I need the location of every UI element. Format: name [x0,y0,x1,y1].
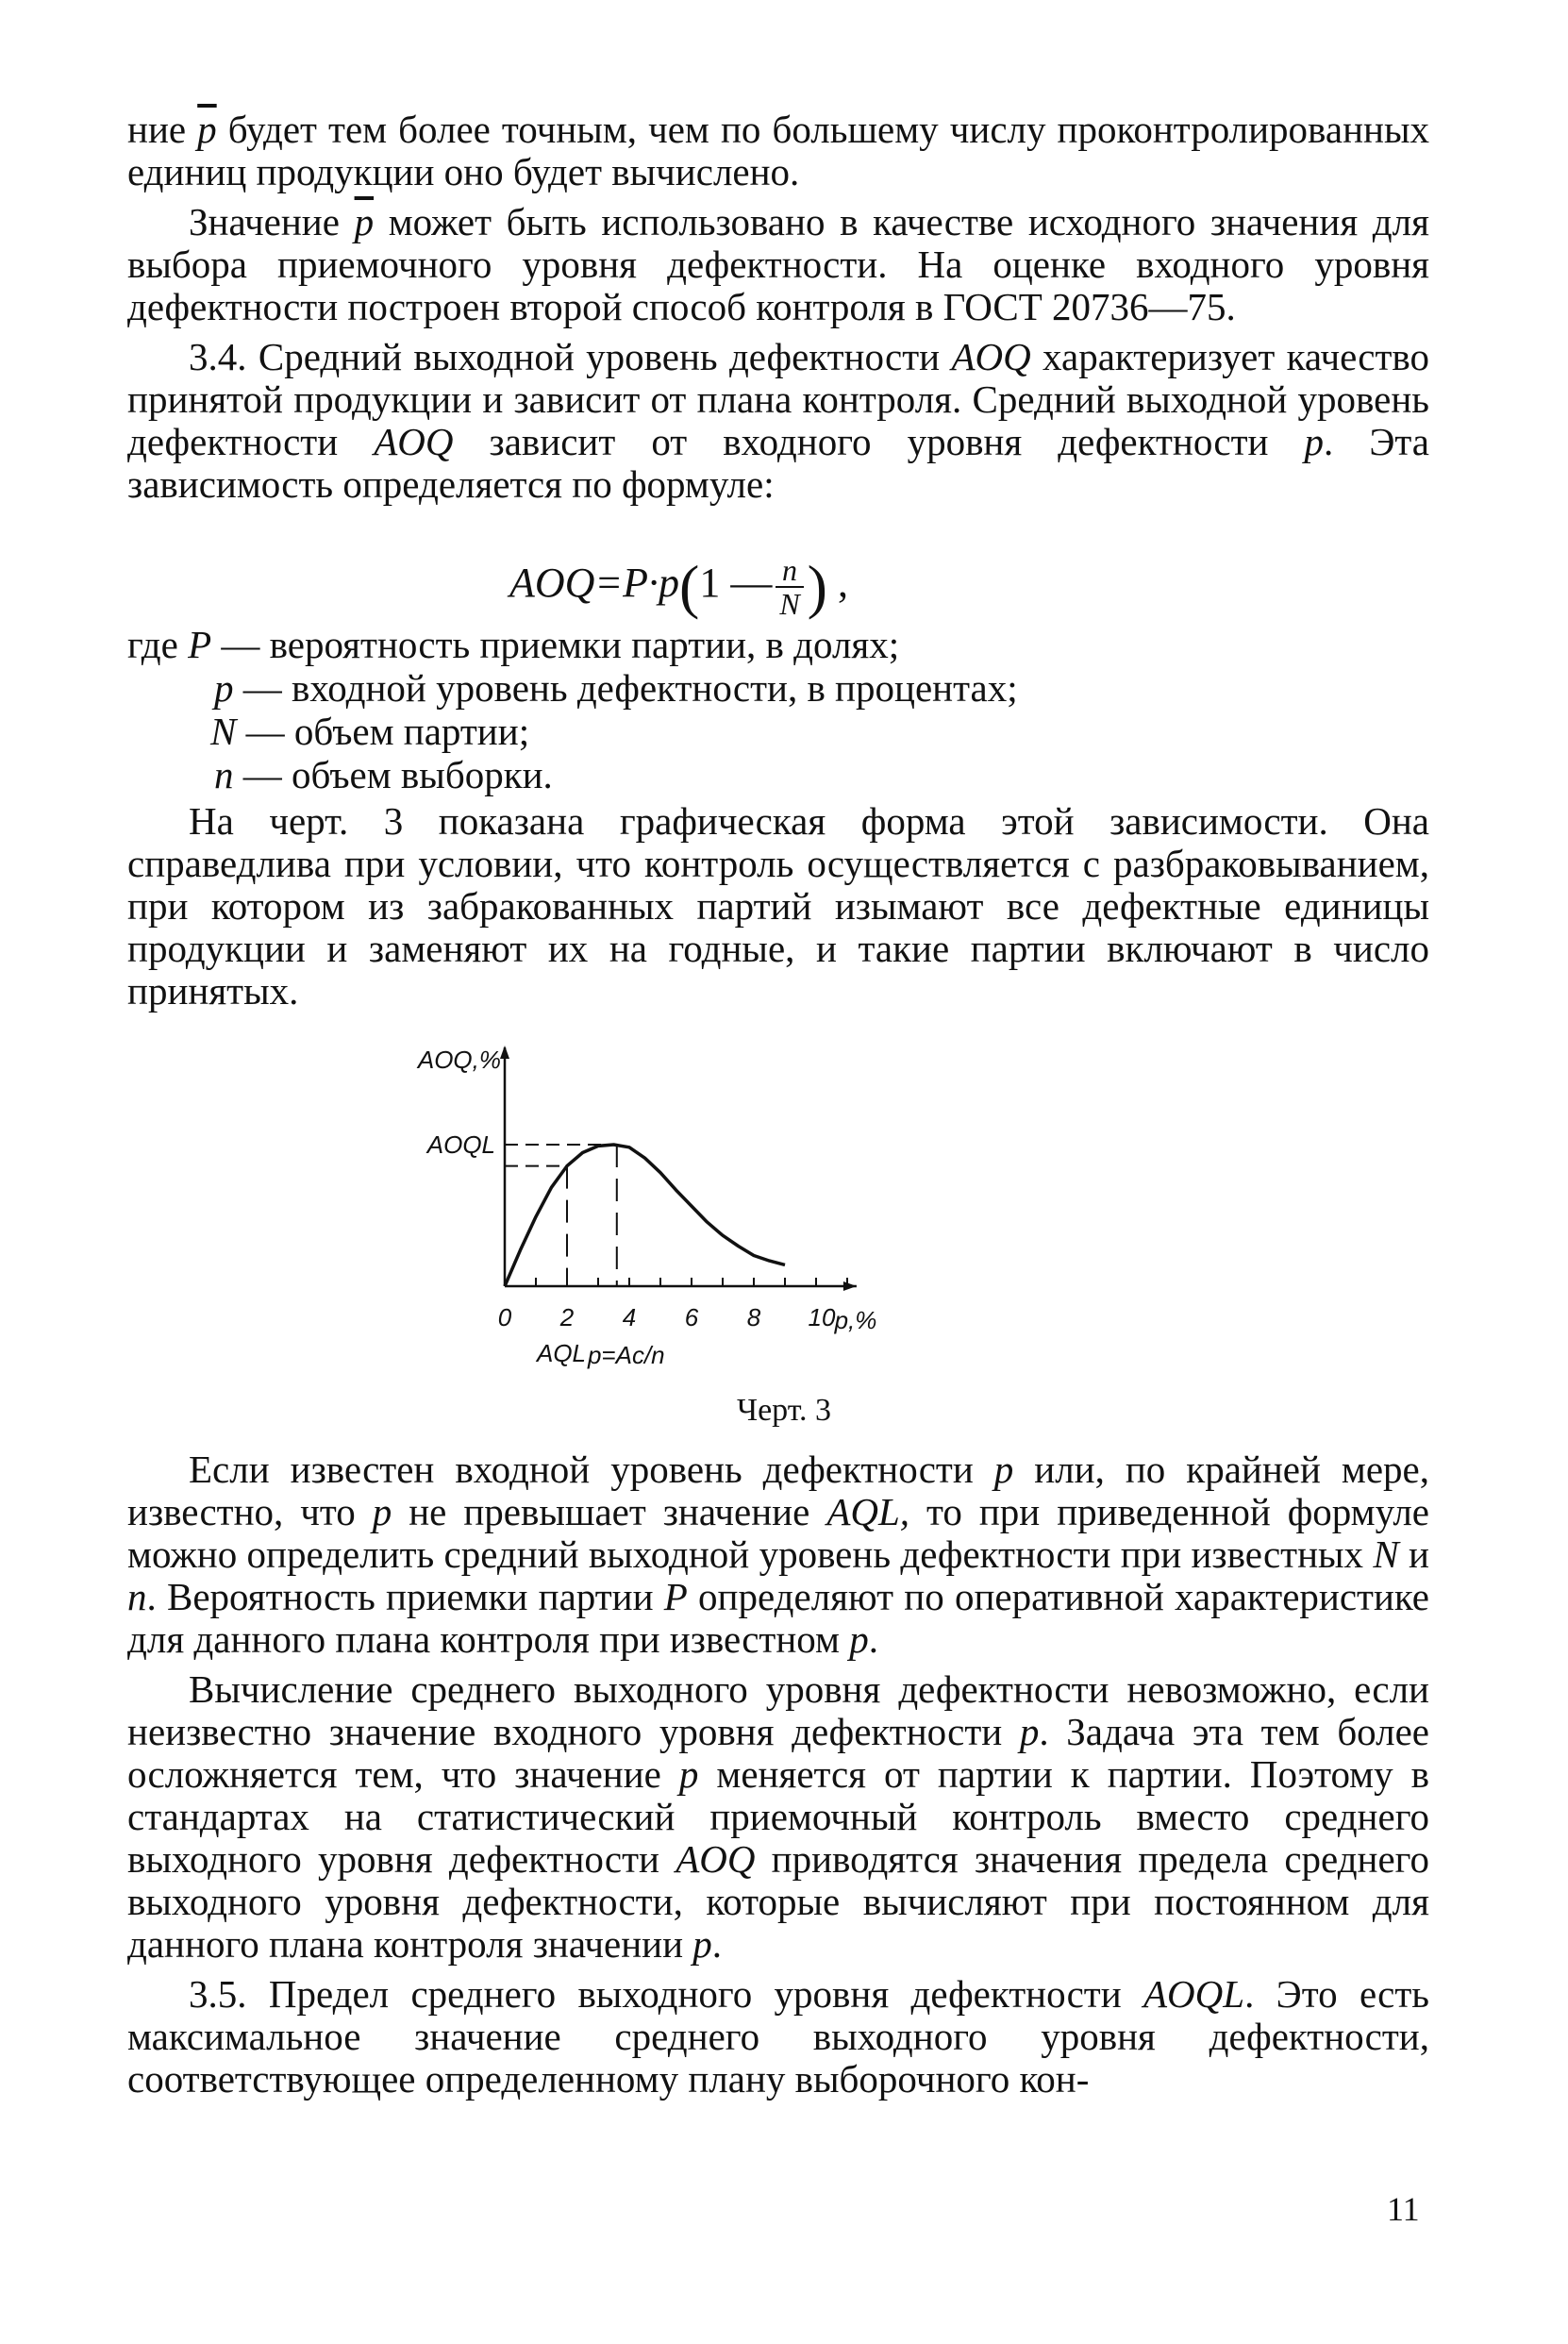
figure-caption: Черт. 3 [736,1393,832,1428]
text-block-chart-intro [127,800,1429,1013]
aoq-chart-svg [377,1038,1151,1378]
x-axis-arrow [843,1281,857,1291]
aql-x-label: AQL [536,1339,587,1367]
definition-n: n — объем выборки. [214,753,553,796]
paragraph-3-4: 3.4. Средний выходной уровень дефектности AOQ характеризует качество принятой продукции и зависит от плана контроля. Средний выходной уровень дефектности AOQ зависит от входного уровня дефектности p. Эта зависимость определяется по формуле: [127,335,1429,506]
x-tick-label: 10 [808,1303,836,1331]
paragraph-chart-intro: На черт. 3 показана графическая форма этой зависимости. Она справедлива при условии, что контроль осуществляется с разбраковыванием, при котором из забракованных партий изымают все дефектные единицы продукции и заменяют их на годные, и такие партии включают в число принятых. [127,799,1429,1013]
x-tick-label: 0 [497,1303,512,1331]
x-tick-label: 2 [559,1303,575,1331]
x-tick-label: 4 [622,1303,637,1331]
paragraph-1: ние $\overline{p}$ будет тем более точным, чем по большему числу проконтролированных единиц продукции оно будет вычислено. [127,108,1429,193]
x-tick-label: 6 [684,1303,699,1331]
fraction-n-over-N: $\frac{n}{N}$ [776,554,803,620]
definition-P: где P — вероятность приемки партии, в долях; [127,623,900,666]
formula-definitions [127,623,1354,796]
paragraph-6: Вычисление среднего выходного уровня дефектности невозможно, если неизвестно значение входного уровня дефектности p. Задача эта тем более осложняется тем, что значение p меняется от партии к партии. Поэтому в стандартах на статистический приемочный контроль вместо среднего выходного уровня дефектности AOQ приводятся значения предела среднего выходного уровня дефектности, которые вычисляют при постоянном для данного плана контроля значении p. [127,1667,1429,1966]
text-block-bottom [127,1448,1429,2101]
aoql-y-label: AOQL [426,1130,495,1159]
p-ac-n-x-label: p=Ac/n [587,1341,665,1369]
y-axis-label: AOQ,% [417,1046,501,1074]
text-block-top [127,109,1429,506]
aoq-chart [377,1038,1151,1378]
y-axis-arrow [500,1046,509,1059]
x-axis-label: p,% [834,1306,877,1334]
aoq-formula: AOQ=P·p(1 — $\frac{n}{N}$ ) , [509,553,848,621]
x-tick-label: 8 [746,1303,761,1331]
paragraph-5: Если известен входной уровень дефектности p или, по крайней мере, известно, что p не превышает значение AQL, то при приведенной формуле можно определить средний выходной уровень дефектности при известных N и n. Вероятность приемки партии P определяют по оперативной характеристике для данного плана контроля при известном p. [127,1448,1430,1661]
definition-N: N — объем партии; [210,710,530,753]
page-number: 11 [1387,2190,1420,2228]
definition-p: p — входной уровень дефектности, в процентах; [214,666,1018,710]
paragraph-3-5: 3.5. Предел среднего выходного уровня дефектности AOQL. Это есть максимальное значение среднего выходного уровня дефектности, соответствующее определенному плану выборочного кон- [127,1972,1429,2101]
paragraph-2: Значение $\overline{p}$ может быть использовано в качестве исходного значения для выбора приемочного уровня дефектности. На оценке входного уровня дефектности построен второй способ контроля в ГОСТ 20736—75. [127,200,1429,328]
